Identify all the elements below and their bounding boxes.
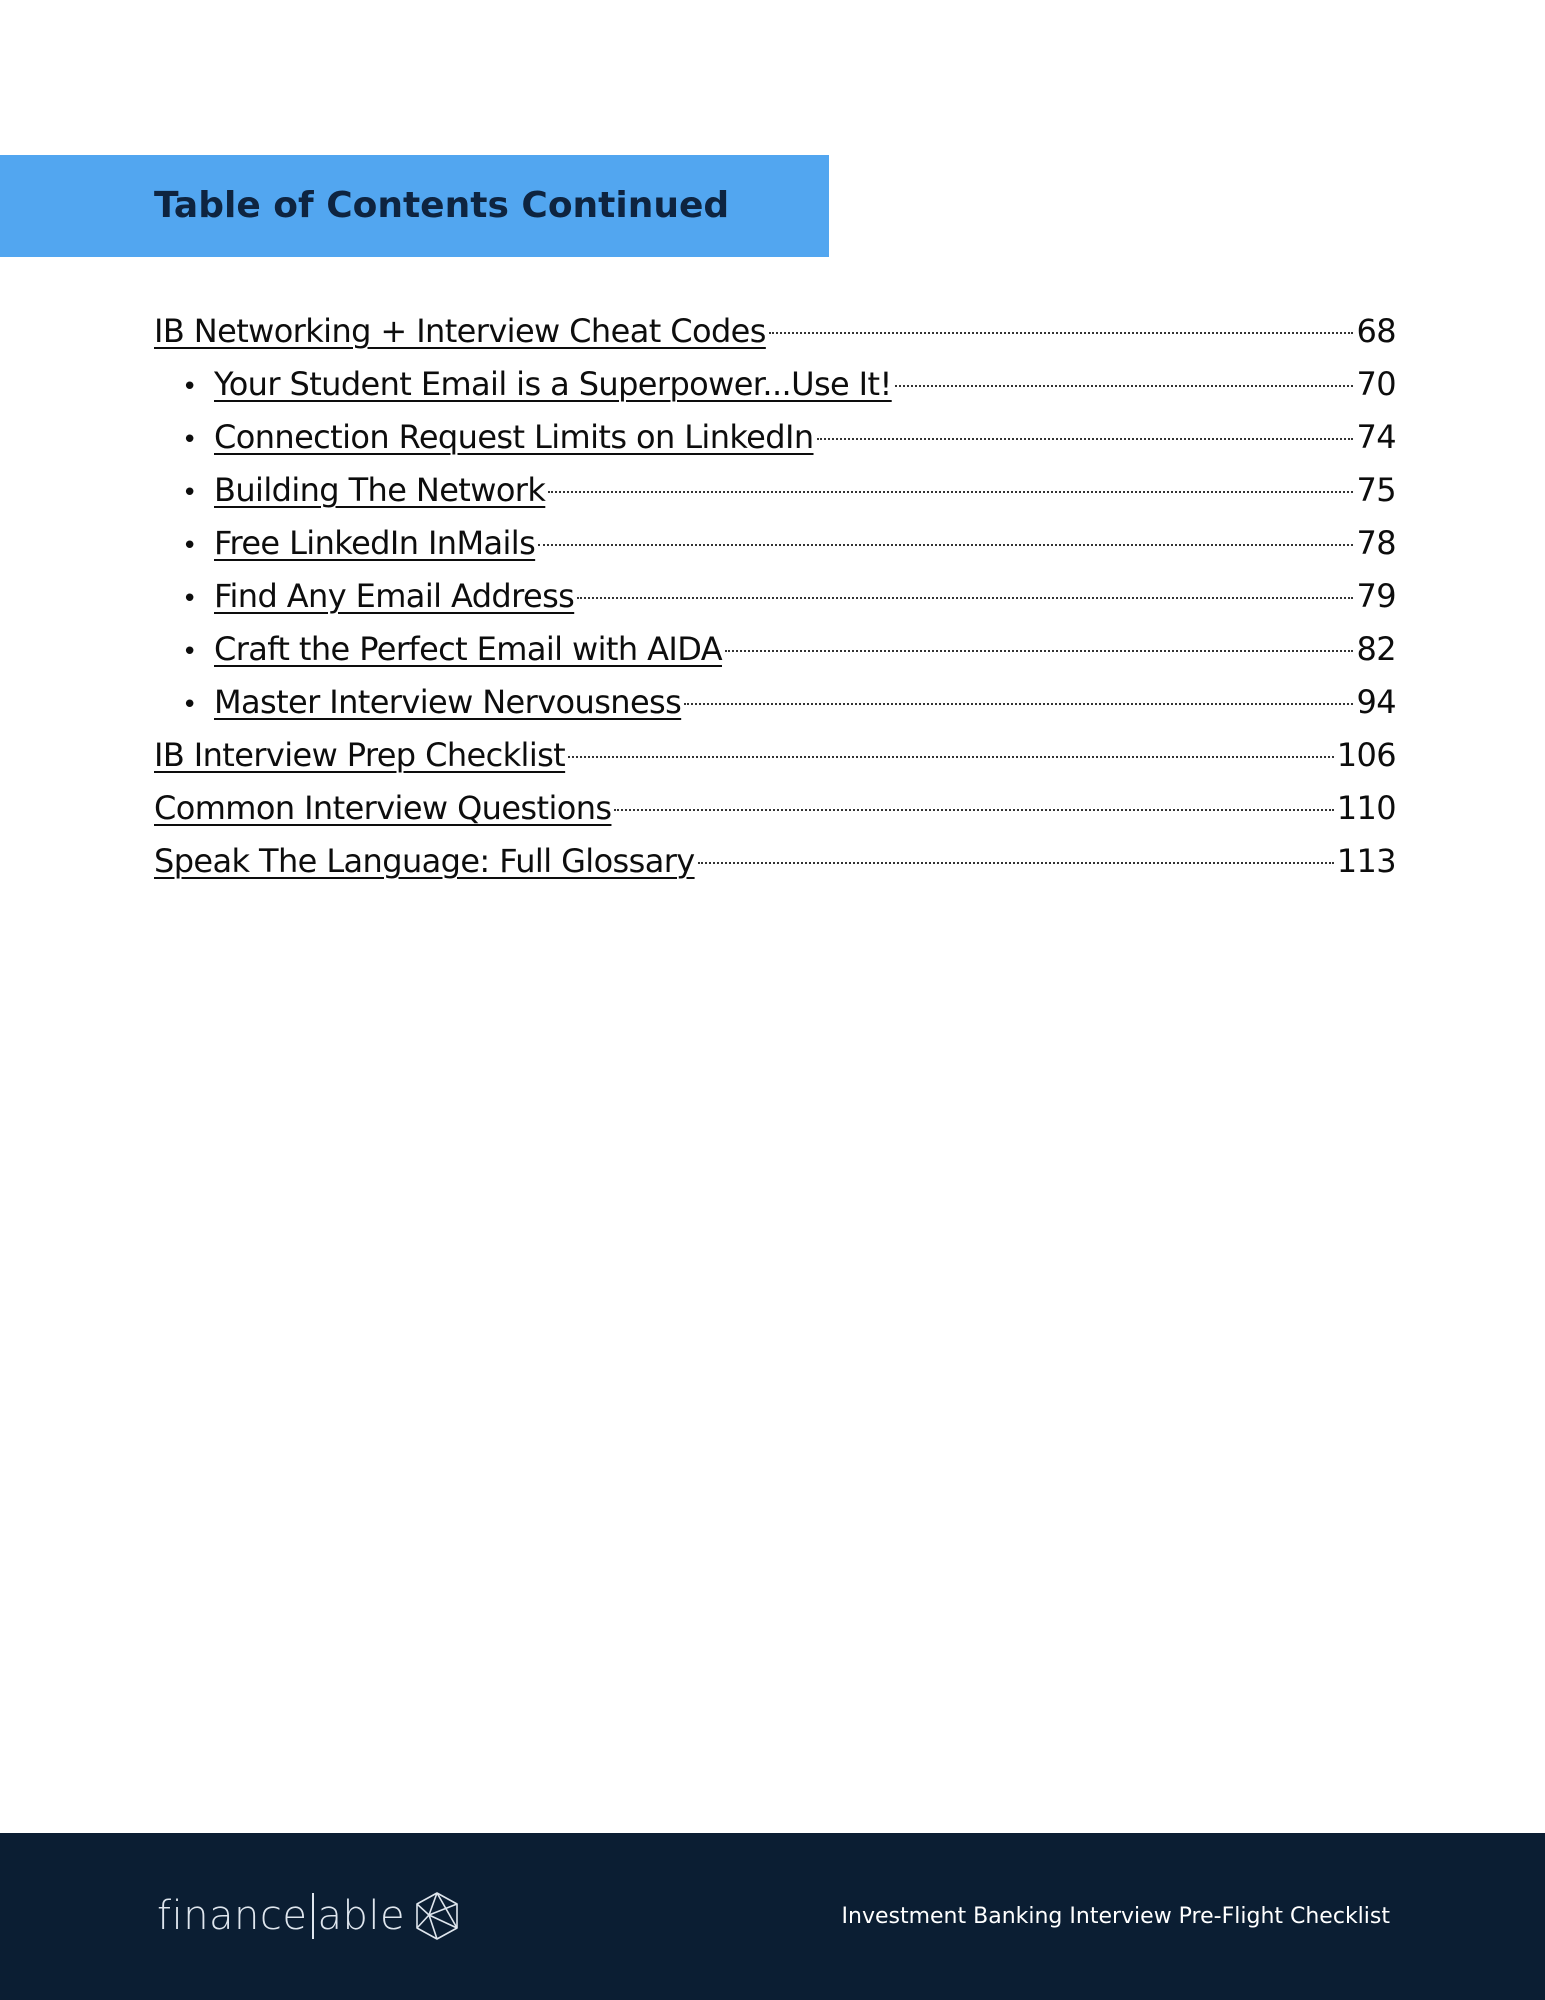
- page-number: 74: [1356, 418, 1396, 456]
- toc-link[interactable]: Craft the Perfect Email with AIDA: [214, 630, 722, 668]
- toc-link[interactable]: IB Interview Prep Checklist: [154, 736, 566, 774]
- page-number: 106: [1336, 736, 1396, 774]
- page-number: 70: [1356, 365, 1396, 403]
- toc-link[interactable]: IB Networking + Interview Cheat Codes: [154, 312, 766, 350]
- toc-link[interactable]: Your Student Email is a Superpower...Use It!: [214, 365, 892, 403]
- page-number: 82: [1356, 630, 1396, 668]
- polyhedron-icon: [413, 1891, 461, 1941]
- dot-leader: [817, 438, 1354, 440]
- dot-leader: [548, 491, 1353, 493]
- page-number: 113: [1336, 842, 1396, 880]
- dot-leader: [895, 385, 1354, 387]
- section-header-band: [0, 155, 829, 257]
- page-number: 110: [1336, 789, 1396, 827]
- page-footer: [0, 1833, 1545, 2000]
- toc-subitem: [154, 464, 1396, 517]
- logo-text-finance: finance: [157, 1893, 308, 1939]
- toc-link[interactable]: Master Interview Nervousness: [214, 683, 682, 721]
- financeable-logo: [157, 1883, 461, 1949]
- toc-subitem: [154, 411, 1396, 464]
- page-title: Table of Contents Continued: [154, 185, 730, 226]
- dot-leader: [614, 809, 1333, 811]
- toc-link[interactable]: Connection Request Limits on LinkedIn: [214, 418, 814, 456]
- toc-link[interactable]: Find Any Email Address: [214, 577, 575, 615]
- toc-subitem: [154, 676, 1396, 729]
- toc-link[interactable]: Building The Network: [214, 471, 546, 509]
- dot-leader: [698, 862, 1334, 864]
- bullet-icon: •: [182, 531, 198, 561]
- bullet-icon: •: [182, 478, 198, 508]
- toc-subitem: [154, 358, 1396, 411]
- document-title: Investment Banking Interview Pre-Flight Checklist: [841, 1904, 1390, 1929]
- dot-leader: [538, 544, 1353, 546]
- toc-link[interactable]: Speak The Language: Full Glossary: [154, 842, 695, 880]
- logo-text-able: able: [317, 1893, 406, 1939]
- toc-item: [154, 835, 1396, 888]
- page-number: 79: [1356, 577, 1396, 615]
- page-number: 94: [1356, 683, 1396, 721]
- page-number: 68: [1356, 312, 1396, 350]
- table-of-contents: [154, 305, 1396, 888]
- bullet-icon: •: [182, 690, 198, 720]
- bullet-icon: •: [182, 637, 198, 667]
- toc-item: [154, 729, 1396, 782]
- dot-leader: [568, 756, 1334, 758]
- toc-subitem: [154, 517, 1396, 570]
- logo-wordmark: [157, 1893, 405, 1939]
- bullet-icon: •: [182, 584, 198, 614]
- bullet-icon: •: [182, 372, 198, 402]
- bullet-icon: •: [182, 425, 198, 455]
- toc-link[interactable]: Common Interview Questions: [154, 789, 612, 827]
- page-number: 75: [1356, 471, 1396, 509]
- toc-subitem: [154, 623, 1396, 676]
- page-number: 78: [1356, 524, 1396, 562]
- dot-leader: [577, 597, 1353, 599]
- toc-subitem: [154, 570, 1396, 623]
- dot-leader: [769, 332, 1354, 334]
- dot-leader: [684, 703, 1353, 705]
- logo-divider: [312, 1893, 314, 1939]
- toc-item: [154, 782, 1396, 835]
- toc-item: [154, 305, 1396, 358]
- toc-link[interactable]: Free LinkedIn InMails: [214, 524, 536, 562]
- dot-leader: [725, 650, 1353, 652]
